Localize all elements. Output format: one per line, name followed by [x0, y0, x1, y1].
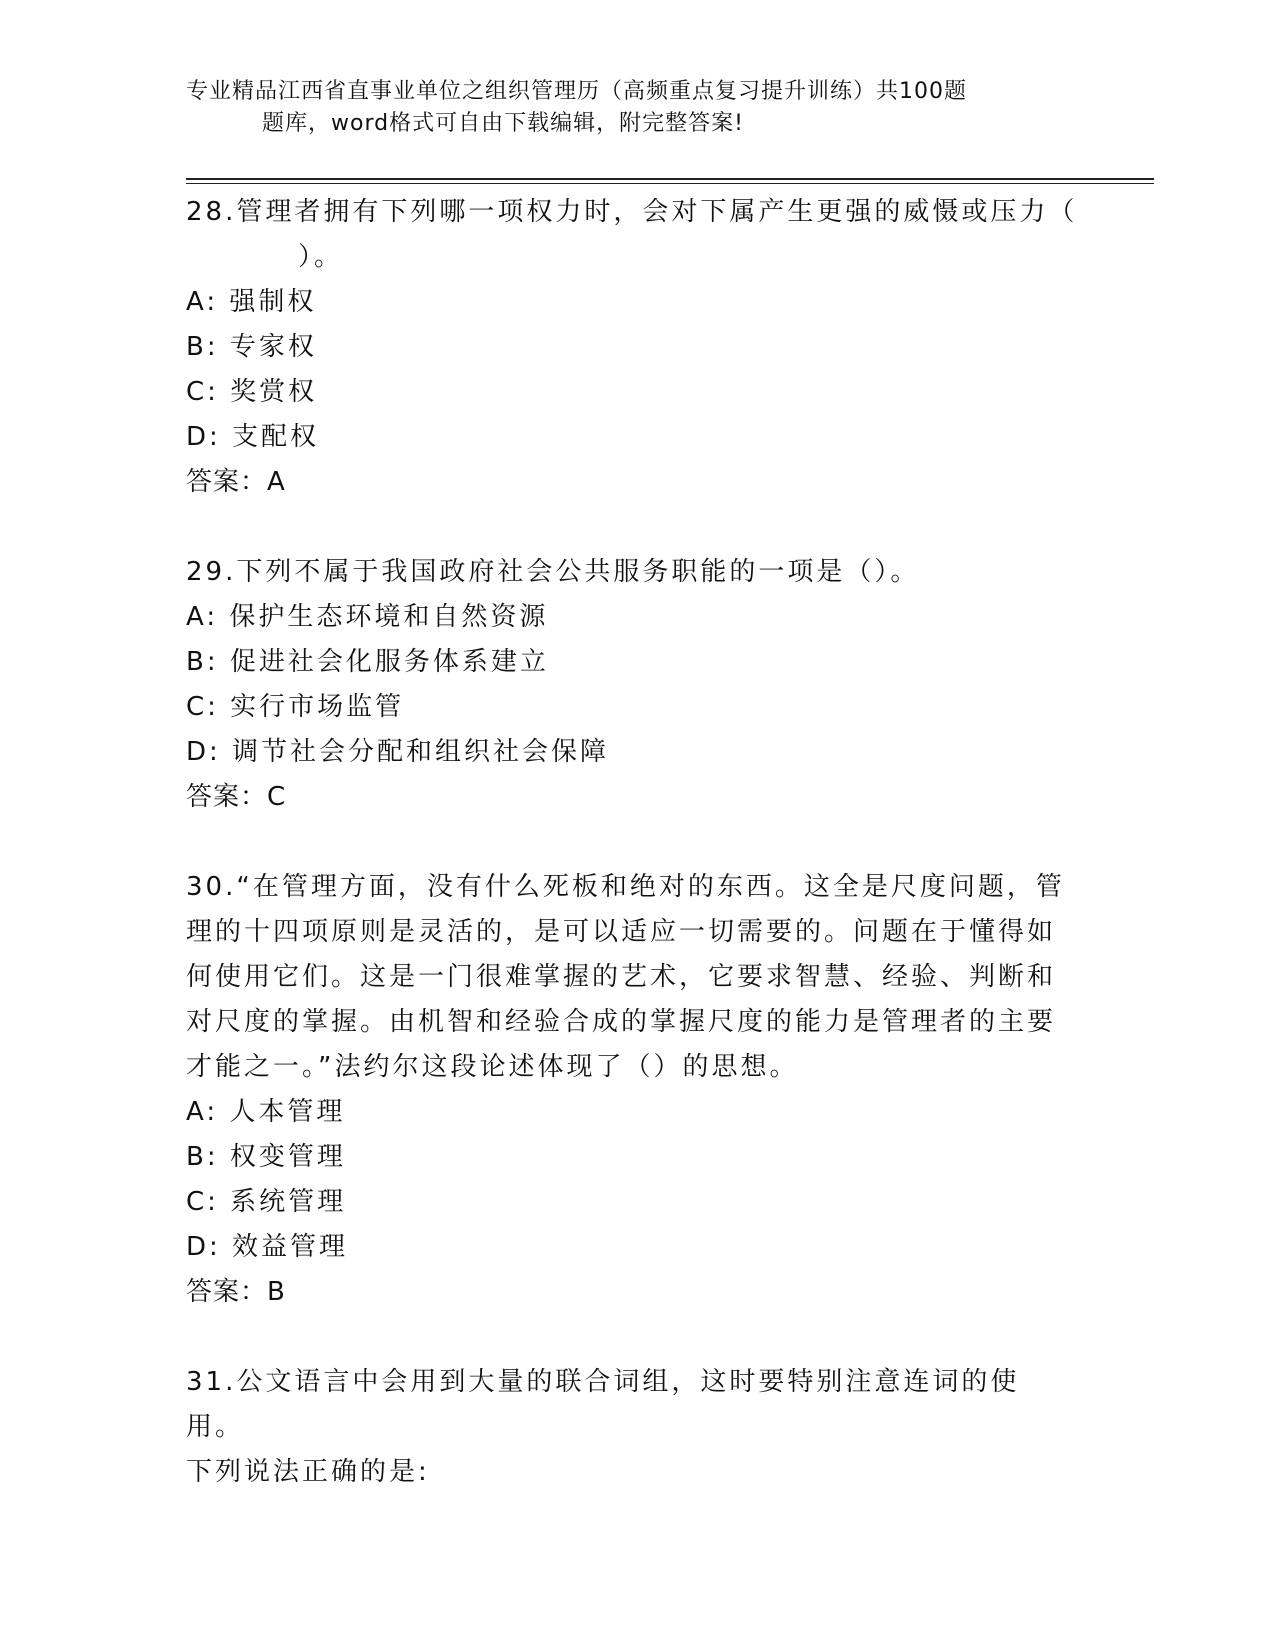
question-31: [186, 1360, 1086, 1495]
question-30: [186, 865, 1086, 1315]
question-stem-line: 理的十四项原则是灵活的，是可以适应一切需要的。问题在于懂得如: [186, 917, 1057, 947]
question-28: [186, 190, 1086, 505]
question-29: [186, 550, 1086, 820]
question-stem-continuation: ）。: [298, 242, 344, 272]
header-divider-thin: [186, 183, 1154, 184]
option-c: C: 系统管理: [186, 1187, 347, 1217]
question-stem: 29.下列不属于我国政府社会公共服务职能的一项是（）。: [186, 557, 920, 587]
question-stem-line: 何使用它们。这是一门很难掌握的艺术，它要求智慧、经验、判断和: [186, 962, 1057, 992]
option-c: C: 奖赏权: [186, 377, 318, 407]
question-stem-line: 下列说法正确的是:: [186, 1457, 430, 1487]
question-stem-line: 才能之一。”法约尔这段论述体现了（）的思想。: [186, 1052, 799, 1082]
question-list: [186, 190, 1086, 1495]
question-stem-line: 31.公文语言中会用到大量的联合词组，这时要特别注意连词的使用。: [186, 1367, 1020, 1442]
spacer: [186, 1315, 1086, 1360]
question-stem-line: 对尺度的掌握。由机智和经验合成的掌握尺度的能力是管理者的主要: [186, 1007, 1057, 1037]
header-divider-thick: [186, 178, 1154, 180]
answer: 答案：C: [186, 782, 287, 812]
header-title-line-1: 专业精品江西省直事业单位之组织管理历（高频重点复习提升训练）共100题: [186, 79, 967, 104]
option-d: D: 支配权: [186, 422, 320, 452]
header-title-line-2: 题库，word格式可自由下载编辑，附完整答案!: [262, 111, 744, 136]
option-d: D: 效益管理: [186, 1232, 349, 1262]
option-c: C: 实行市场监管: [186, 692, 405, 722]
spacer: [186, 505, 1086, 550]
question-stem: 28.管理者拥有下列哪一项权力时，会对下属产生更强的威慑或压力（: [186, 197, 1078, 227]
option-b: B: 促进社会化服务体系建立: [186, 647, 549, 677]
spacer: [186, 820, 1086, 865]
answer: 答案：B: [186, 1277, 286, 1307]
option-b: B: 权变管理: [186, 1142, 346, 1172]
question-stem-line: 30.“在管理方面，没有什么死板和绝对的东西。这全是尺度问题，管: [186, 872, 1065, 902]
document-header: [186, 76, 1026, 140]
option-d: D: 调节社会分配和组织社会保障: [186, 737, 610, 767]
option-a: A: 强制权: [186, 287, 317, 317]
answer: 答案：A: [186, 467, 286, 497]
option-a: A: 人本管理: [186, 1097, 346, 1127]
option-a: A: 保护生态环境和自然资源: [186, 602, 549, 632]
option-b: B: 专家权: [186, 332, 317, 362]
